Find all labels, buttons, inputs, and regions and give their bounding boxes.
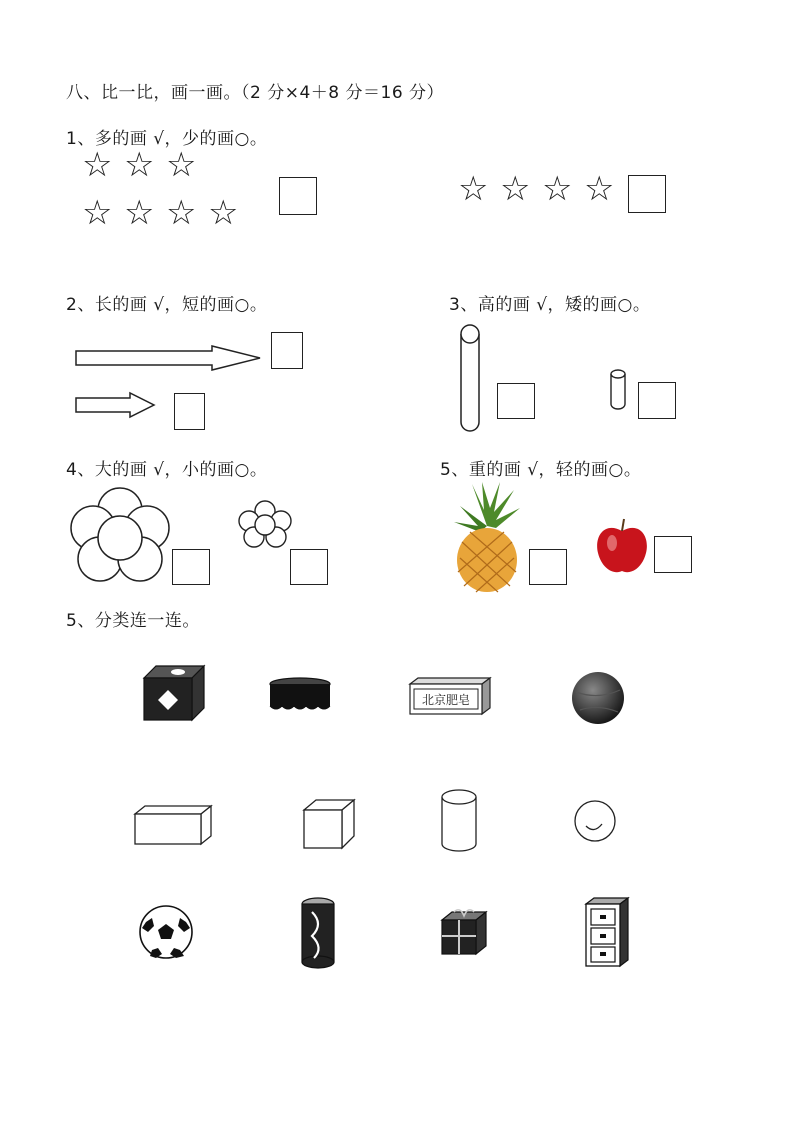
answer-box-short-arrow[interactable] bbox=[174, 393, 205, 430]
small-flower-icon bbox=[236, 500, 294, 550]
round-tin-icon[interactable] bbox=[268, 676, 332, 714]
question-6: 5、分类连一连。 bbox=[66, 611, 200, 631]
answer-box-pineapple[interactable] bbox=[529, 549, 567, 585]
gift-box-icon[interactable] bbox=[440, 908, 488, 956]
star-icon: ☆ bbox=[208, 193, 239, 233]
star-icon: ☆ bbox=[166, 145, 197, 185]
big-flower-icon bbox=[68, 486, 172, 584]
question-3: 3、高的画 √，矮的画○。 bbox=[449, 295, 651, 315]
star-icon: ☆ bbox=[500, 169, 531, 209]
star-icon: ☆ bbox=[166, 193, 197, 233]
answer-box-q1-right[interactable] bbox=[628, 175, 666, 213]
soap-label: 北京肥皂 bbox=[421, 693, 471, 707]
answer-box-q1-left[interactable] bbox=[279, 177, 317, 215]
section-title: 八、比一比，画一画。（2 分×4＋8 分＝16 分） bbox=[66, 83, 445, 103]
ball-icon[interactable] bbox=[570, 670, 626, 726]
star-icon: ☆ bbox=[542, 169, 573, 209]
star-icon: ☆ bbox=[124, 145, 155, 185]
can-icon[interactable] bbox=[300, 896, 336, 970]
answer-box-tall[interactable] bbox=[497, 383, 535, 419]
soap-box-icon[interactable] bbox=[408, 676, 492, 716]
star-icon: ☆ bbox=[124, 193, 155, 233]
long-arrow-icon bbox=[74, 344, 264, 374]
answer-box-apple[interactable] bbox=[654, 536, 692, 573]
star-icon: ☆ bbox=[82, 145, 113, 185]
sphere-shape-icon[interactable] bbox=[572, 798, 618, 844]
star-icon: ☆ bbox=[584, 169, 615, 209]
star-icon: ☆ bbox=[82, 193, 113, 233]
question-2: 2、长的画 √，短的画○。 bbox=[66, 295, 268, 315]
answer-box-small-flower[interactable] bbox=[290, 549, 328, 585]
question-5: 5、重的画 √，轻的画○。 bbox=[440, 460, 642, 480]
pineapple-icon bbox=[452, 480, 522, 594]
tall-cylinder-icon bbox=[458, 322, 482, 434]
cube-shape-icon[interactable] bbox=[302, 798, 356, 850]
apple-icon bbox=[594, 517, 650, 575]
cuboid-shape-icon[interactable] bbox=[133, 804, 213, 846]
answer-box-long-arrow[interactable] bbox=[271, 332, 303, 369]
cylinder-shape-icon[interactable] bbox=[440, 788, 478, 854]
tissue-box-icon[interactable] bbox=[140, 662, 208, 724]
answer-box-big-flower[interactable] bbox=[172, 549, 210, 585]
soccer-ball-icon[interactable] bbox=[138, 904, 194, 960]
question-1: 1、多的画 √，少的画○。 bbox=[66, 129, 268, 149]
question-4: 4、大的画 √，小的画○。 bbox=[66, 460, 268, 480]
star-icon: ☆ bbox=[458, 169, 489, 209]
answer-box-short[interactable] bbox=[638, 382, 676, 419]
cabinet-icon[interactable] bbox=[584, 896, 630, 968]
short-cylinder-icon bbox=[609, 368, 627, 412]
short-arrow-icon bbox=[74, 391, 156, 419]
